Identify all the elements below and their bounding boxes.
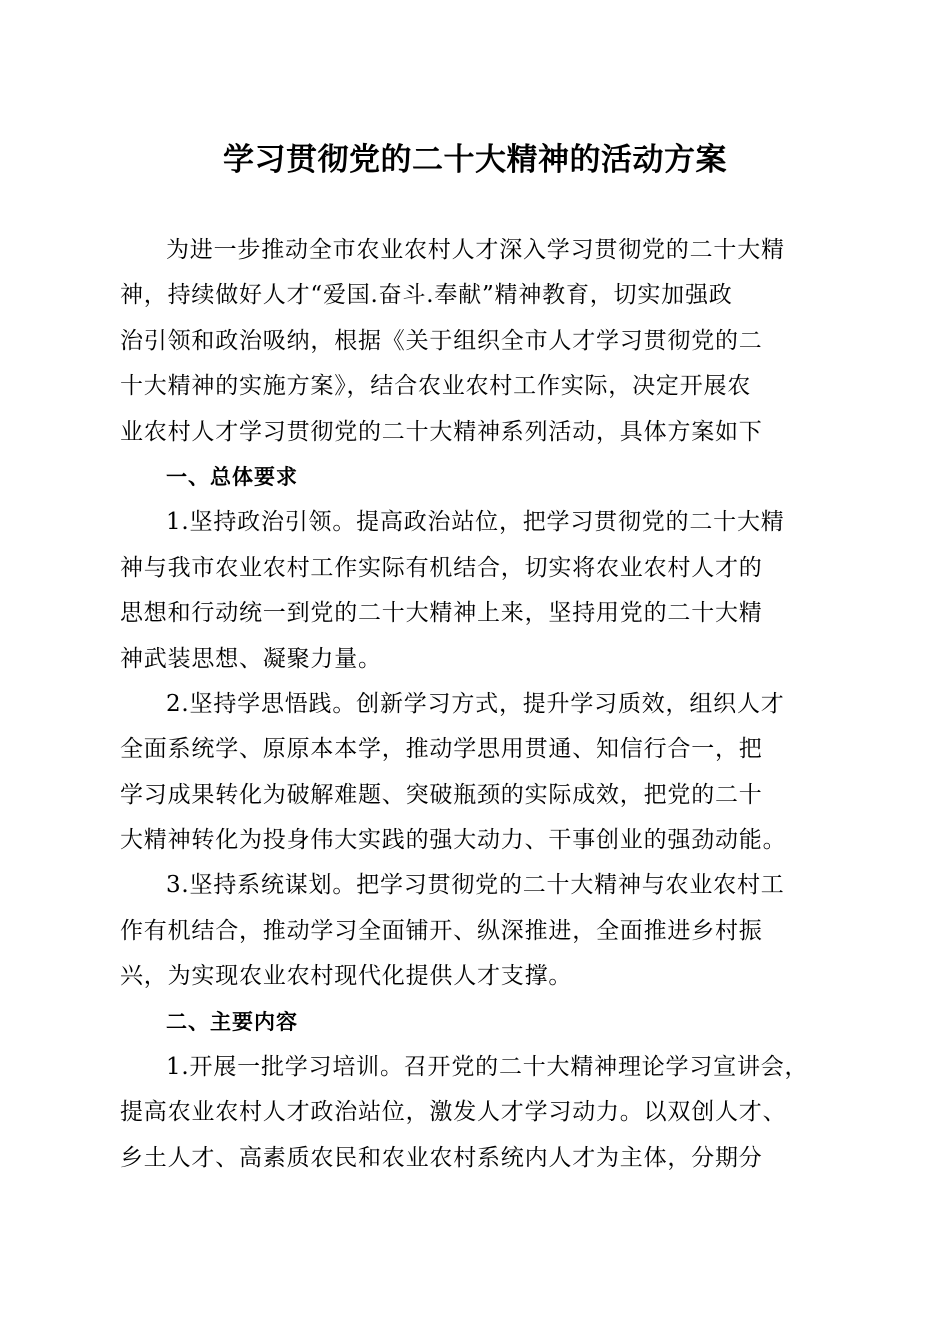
paragraph-line: 神与我市农业农村工作实际有机结合，切实将农业农村人才的 (120, 554, 763, 581)
paragraph-line: 大精神转化为投身伟大实践的强大动力、干事创业的强劲动能。 (120, 827, 787, 854)
document-body (120, 228, 825, 1181)
paragraph-line: 2.坚持学思悟践。创新学习方式，提升学习质效，组织人才 (166, 690, 785, 717)
paragraph-line: 1.开展一批学习培训。召开党的二十大精神理论学习宣讲会， (166, 1054, 809, 1081)
paragraph-line: 3.坚持系统谋划。把学习贯彻党的二十大精神与农业农村工 (166, 872, 785, 899)
paragraph-line: 1.坚持政治引领。提高政治站位，把学习贯彻党的二十大精 (166, 509, 785, 536)
paragraph-line: 思想和行动统一到党的二十大精神上来，坚持用党的二十大精 (120, 600, 763, 627)
paragraph-line: 提高农业农村人才政治站位，激发人才学习动力。以双创人才、 (120, 1099, 787, 1126)
section-heading: 二、主要内容 (166, 1009, 298, 1034)
paragraph-line: 全面系统学、原原本本学，推动学思用贯通、知信行合一，把 (120, 736, 763, 763)
section-heading: 一、总体要求 (166, 464, 298, 489)
paragraph-line: 作有机结合，推动学习全面铺开、纵深推进，全面推进乡村振 (120, 917, 763, 944)
paragraph-line: 治引领和政治吸纳，根据《关于组织全市人才学习贯彻党的二 (120, 327, 763, 354)
paragraph-line: 神武装思想、凝聚力量。 (120, 645, 382, 672)
paragraph-line: 业农村人才学习贯彻党的二十大精神系列活动，具体方案如下 (120, 418, 763, 445)
document-title: 学习贯彻党的二十大精神的活动方案 (223, 142, 727, 178)
paragraph-line: 学习成果转化为破解难题、突破瓶颈的实际成效，把党的二十 (120, 781, 763, 808)
paragraph-line: 为进一步推动全市农业农村人才深入学习贯彻党的二十大精 (166, 237, 785, 263)
paragraph-line: 兴，为实现农业农村现代化提供人才支撑。 (120, 963, 573, 990)
paragraph-line: 乡土人才、高素质农民和农业农村系统内人才为主体，分期分 (120, 1144, 763, 1171)
paragraph-line: 十大精神的实施方案》，结合农业农村工作实际，决定开展农 (120, 373, 752, 400)
paragraph-line: 神，持续做好人才“爱国.奋斗.奉献”精神教育，切实加强政 (120, 282, 733, 309)
